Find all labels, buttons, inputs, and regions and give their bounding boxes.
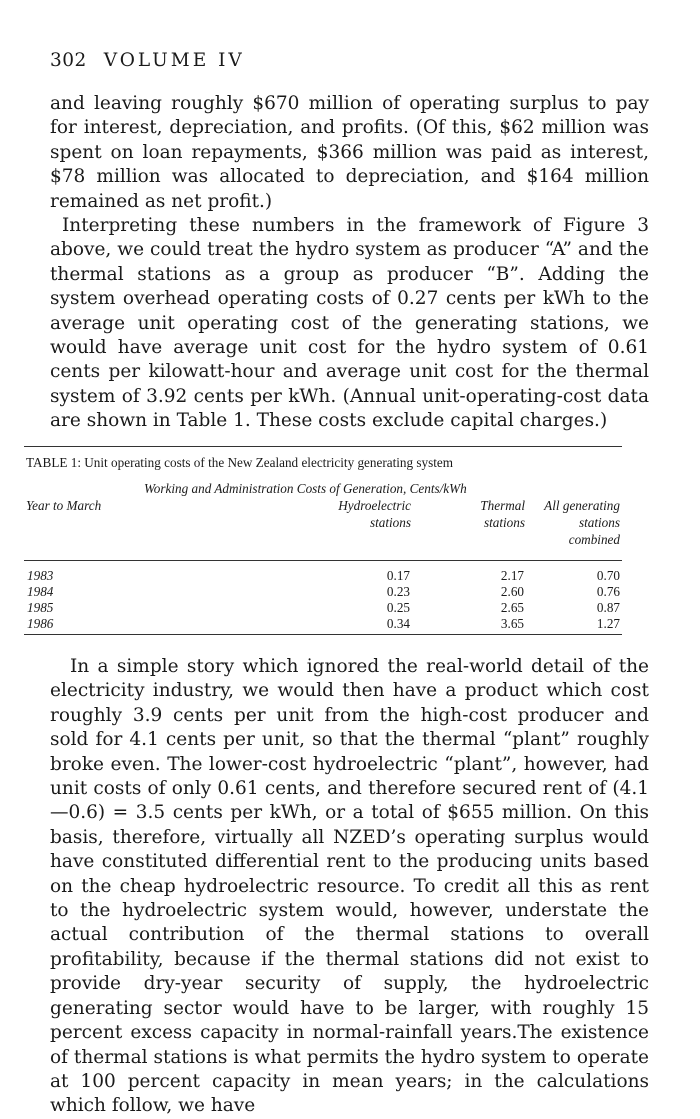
col-header-hydro-2: stations [369, 515, 411, 530]
table-subheading: Working and Administration Costs of Generation, Cents/kWh [144, 481, 467, 496]
col-header-all-2: stations [578, 515, 620, 530]
thermal-cell: 2.65 [500, 600, 524, 615]
hydro-cell: 0.23 [386, 584, 410, 599]
stub-header: Year to March [26, 498, 102, 513]
table-bottom-rule [24, 634, 622, 635]
table-top-rule [24, 446, 622, 447]
col-header-thermal-1: Thermal [480, 498, 525, 513]
col-header-all-3: combined [568, 532, 620, 547]
year-cell: 1986 [27, 616, 54, 631]
table-title: TABLE 1: Unit operating costs of the New Zealand electricity generating system [26, 455, 454, 470]
all-cell: 1.27 [596, 616, 620, 631]
year-cell: 1985 [27, 600, 54, 615]
hydro-cell: 0.17 [386, 568, 410, 583]
thermal-cell: 2.17 [500, 568, 524, 583]
hydro-cell: 0.34 [386, 616, 410, 631]
table-row [24, 600, 622, 617]
table-row [24, 568, 622, 585]
thermal-cell: 3.65 [500, 616, 524, 631]
paragraph-1: and leaving roughly $670 million of operating surplus to pay for interest, depreciation, and profits. (Of this, $62 million was spent on loan repayments, $366 million was paid as interest, $78 million was allocated to depreciation, and $164 million remained as net profit.) [50, 93, 649, 212]
col-header-thermal-2: stations [483, 515, 525, 530]
all-cell: 0.70 [596, 568, 620, 583]
col-header-hydro-1: Hydroelectric [338, 498, 411, 513]
table-row [24, 616, 622, 633]
paragraph-2: Interpreting these numbers in the framework of Figure 3 above, we could treat the hydro system as producer “A” and the thermal stations as a group as producer “B”. Adding the system overhead operating costs of 0.27 cents per kWh to the average unit operating cost of the generating stations, we would have average unit cost for the hydro system of 0.61 cents per kilowatt-hour and average unit cost for the thermal system of 3.92 cents per kWh. (Annual unit-operating-cost data are shown in Table 1. These costs exclude capital charges.) [50, 215, 649, 432]
thermal-cell: 2.60 [500, 584, 524, 599]
volume-label: VOLUME IV [103, 50, 245, 71]
year-cell: 1983 [27, 568, 54, 583]
table-header-rule [24, 560, 622, 561]
hydro-cell: 0.25 [386, 600, 410, 615]
all-cell: 0.76 [596, 584, 620, 599]
running-head [50, 50, 245, 71]
table-row [24, 584, 622, 601]
paragraph-3: In a simple story which ignored the real-world detail of the electricity industry, we would then have a product which cost roughly 3.9 cents per unit from the high-cost producer and sold for 4.1 cents per unit, so that the thermal “plant” roughly broke even. The lower-cost hydroelectric “plant”, however, had unit costs of only 0.61 cents, and therefore secured rent of (4.1—0.6) = 3.5 cents per kWh, or a total of $655 million. On this basis, therefore, virtually all NZED’s operating surplus would have constituted differential rent to the producing units based on the cheap hydroelectric resource. To credit all this as rent to the hydroelectric system would, however, understate the actual contribution of the thermal stations to overall profitability, because if the thermal stations did not exist to provide dry-year security of supply, the hydroelectric generating sector would have to be larger, with roughly 15 percent excess capacity in normal-rainfall years.The existence of thermal stations is what permits the hydro system to operate at 100 percent capacity in mean years; in the calculations which follow, we have [50, 656, 649, 1117]
col-header-all-1: All generating [544, 498, 620, 513]
all-cell: 0.87 [596, 600, 620, 615]
year-cell: 1984 [27, 584, 54, 599]
page-number: 302 [50, 50, 87, 71]
